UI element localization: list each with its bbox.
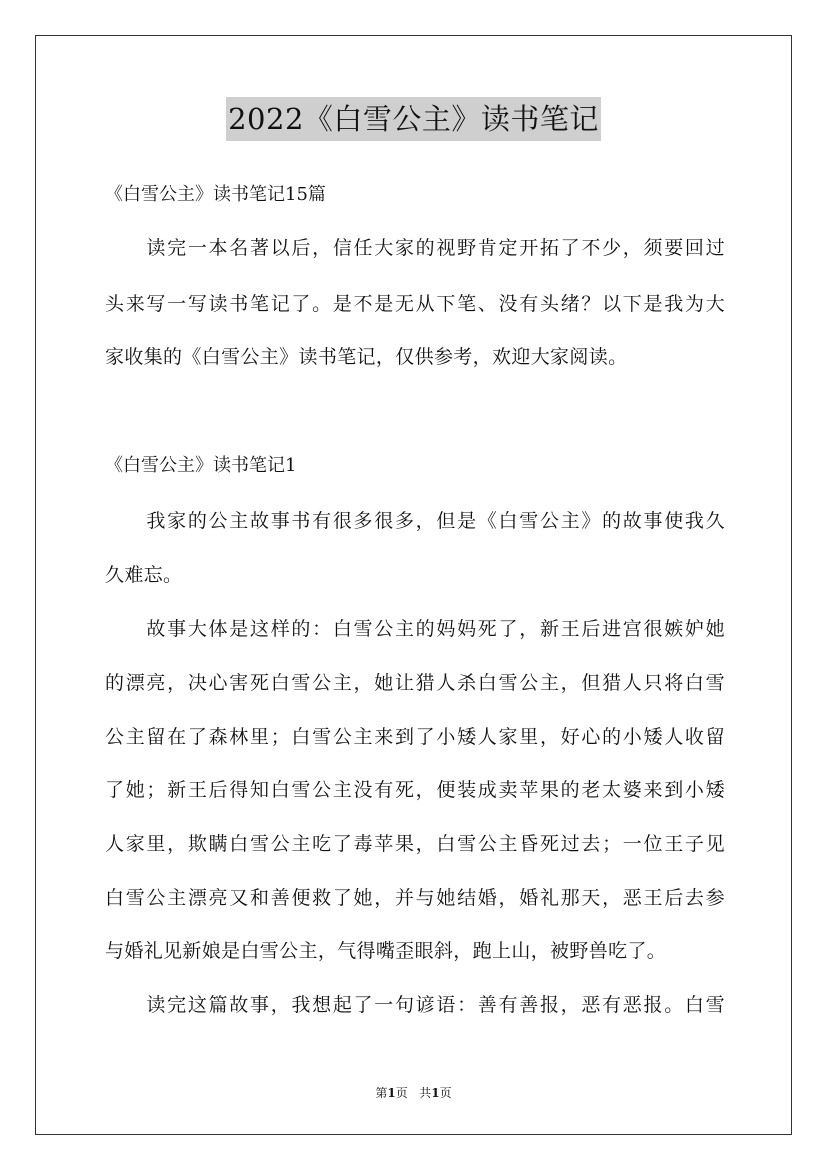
page-number-prefix: 第 [375, 1086, 388, 1100]
document-subtitle: 《白雪公主》读书笔记15篇 [105, 184, 326, 205]
document-title: 2022《白雪公主》读书笔记 [226, 97, 601, 141]
paragraph-line: 人家里，欺瞒白雪公主吃了毒苹果，白雪公主昏死过去；一位王子见 [105, 833, 725, 855]
paragraph-line: 久难忘。 [105, 564, 183, 586]
section-heading: 《白雪公主》读书笔记1 [105, 455, 297, 476]
title-container [0, 97, 827, 141]
page-number-suffix: 页 [395, 1086, 408, 1100]
paragraph-line: 了她；新王后得知白雪公主没有死，便装成卖苹果的老太婆来到小矮 [105, 779, 725, 801]
paragraph-line: 公主留在了森林里；白雪公主来到了小矮人家里，好心的小矮人收留 [105, 726, 725, 748]
intro-line: 头来写一写读书笔记了。是不是无从下笔、没有头绪？以下是我为大 [105, 293, 725, 315]
paragraph-line: 读完这篇故事，我想起了一句谚语：善有善报，恶有恶报。白雪 [105, 994, 725, 1016]
intro-line: 读完一本名著以后，信任大家的视野肯定开拓了不少，须要回过 [105, 237, 725, 259]
page-total-suffix: 页 [439, 1086, 452, 1100]
paragraph-line: 的漂亮，决心害死白雪公主，她让猎人杀白雪公主，但猎人只将白雪 [105, 672, 725, 694]
page-footer [0, 1085, 827, 1101]
paragraph-line: 故事大体是这样的：白雪公主的妈妈死了，新王后进宫很嫉妒她 [105, 618, 725, 640]
paragraph-line: 我家的公主故事书有很多很多，但是《白雪公主》的故事使我久 [105, 510, 725, 532]
paragraph-line: 白雪公主漂亮又和善便救了她，并与她结婚，婚礼那天，恶王后去参 [105, 887, 725, 909]
page-total-count: 1 [431, 1086, 440, 1100]
page-total-prefix: 共 [419, 1086, 432, 1100]
page-number-current: 1 [387, 1086, 396, 1100]
paragraph-line: 与婚礼见新娘是白雪公主，气得嘴歪眼斜，跑上山，被野兽吃了。 [105, 940, 667, 962]
intro-line: 家收集的《白雪公主》读书笔记，仅供参考，欢迎大家阅读。 [105, 346, 628, 368]
